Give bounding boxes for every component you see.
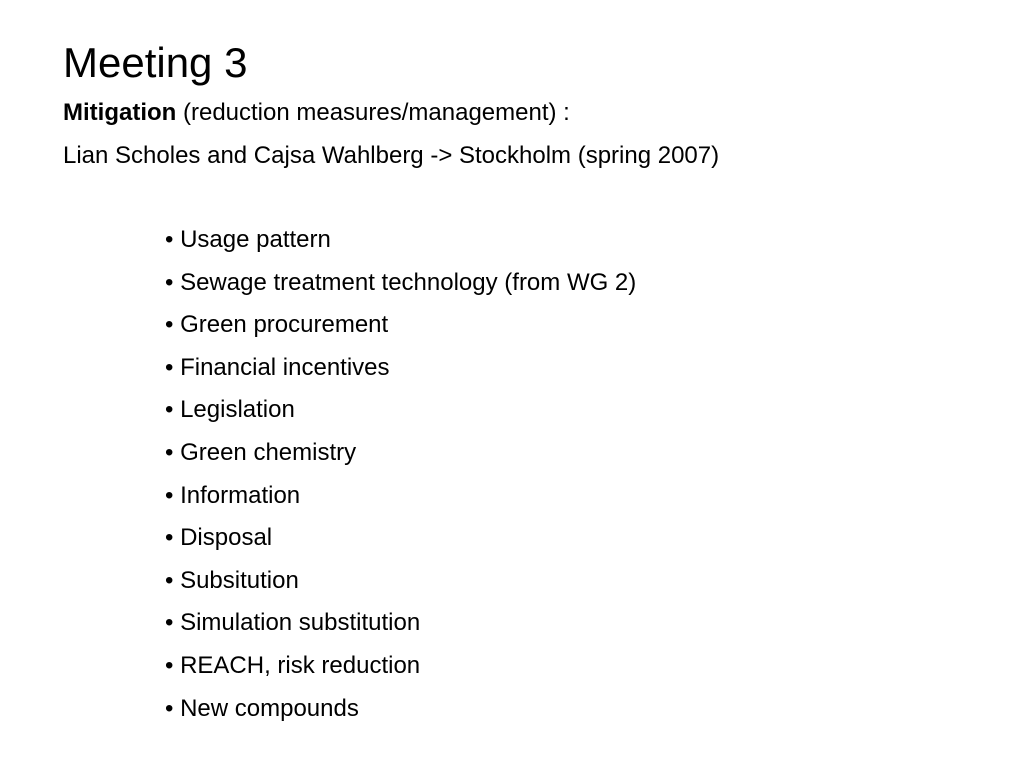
bullet-item (165, 566, 636, 596)
topic-label: Mitigation (63, 99, 177, 126)
slide-title: Meeting 3 (63, 39, 248, 86)
bullet-marker: • (165, 353, 174, 381)
bullet-marker: • (165, 438, 174, 466)
bullet-item (165, 225, 636, 255)
bullet-item (165, 395, 636, 425)
bullet-text: Financial incentives (180, 353, 390, 381)
bullet-item (165, 608, 636, 638)
bullet-text: Green procurement (180, 311, 389, 339)
bullet-item (165, 481, 636, 511)
bullet-item (165, 694, 636, 724)
bullet-marker: • (165, 651, 174, 679)
bullet-text: Simulation substitution (180, 609, 421, 637)
bullet-text: New compounds (180, 694, 359, 722)
bullet-text: Information (180, 481, 301, 509)
bullet-marker: • (165, 396, 174, 424)
bullet-item (165, 651, 636, 681)
bullet-marker: • (165, 311, 174, 339)
bullet-text: Disposal (180, 524, 273, 552)
bullet-marker: • (165, 481, 174, 509)
bullet-text: Green chemistry (180, 438, 357, 466)
bullet-text: Subsitution (180, 566, 299, 594)
bullet-item (165, 310, 636, 340)
topic-detail: (reduction measures/management) : (176, 99, 570, 126)
bullet-marker: • (165, 524, 174, 552)
bullet-item (165, 353, 636, 383)
bullet-marker: • (165, 226, 174, 253)
bullet-text: Sewage treatment technology (from WG 2) (180, 268, 637, 296)
bullet-text: REACH, risk reduction (180, 651, 421, 679)
bullet-text: Legislation (180, 396, 295, 424)
people-line: Lian Scholes and Cajsa Wahlberg -> Stockholm (spring 2007) (63, 142, 720, 169)
bullet-item (165, 268, 636, 298)
bullet-marker: • (165, 694, 174, 722)
bullet-text: Usage pattern (180, 226, 331, 253)
bullet-marker: • (165, 609, 174, 637)
bullet-marker: • (165, 268, 174, 296)
bullet-list (165, 225, 636, 736)
bullet-item (165, 438, 636, 468)
topic-line (63, 98, 570, 128)
bullet-item (165, 523, 636, 553)
bullet-marker: • (165, 566, 174, 594)
